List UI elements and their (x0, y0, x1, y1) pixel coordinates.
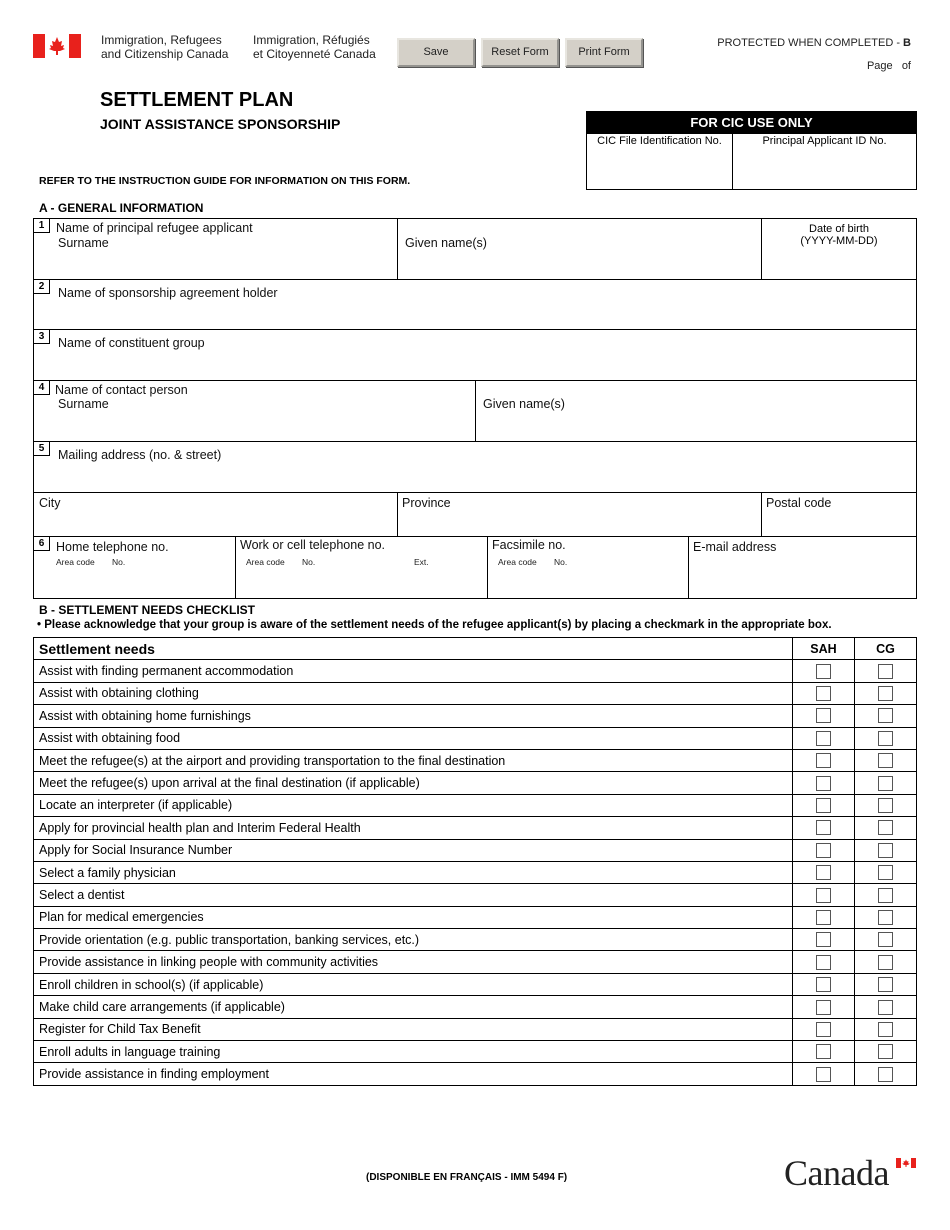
cg-cell (855, 839, 917, 861)
cg-checkbox[interactable] (878, 776, 893, 791)
cg-checkbox[interactable] (878, 1022, 893, 1037)
settlement-need-label: Register for Child Tax Benefit (34, 1018, 793, 1040)
sah-cell (793, 884, 855, 906)
sah-checkbox[interactable] (816, 708, 831, 723)
reset-form-button[interactable]: Reset Form (481, 38, 559, 67)
sah-cell (793, 1063, 855, 1085)
save-button[interactable]: Save (397, 38, 475, 67)
dob-format-label: (YYYY-MM-DD) (800, 235, 878, 247)
cg-cell (855, 861, 917, 883)
question-6-box (33, 536, 917, 599)
cg-cell (855, 817, 917, 839)
canada-flag-icon (33, 34, 81, 58)
cg-cell (855, 884, 917, 906)
cg-checkbox[interactable] (878, 910, 893, 925)
settlement-need-row (34, 1041, 917, 1063)
postal-code-label: Postal code (766, 496, 832, 510)
cg-checkbox[interactable] (878, 888, 893, 903)
settlement-need-row (34, 794, 917, 816)
principal-applicant-id-field[interactable] (733, 134, 916, 190)
date-of-birth-field[interactable] (762, 219, 916, 279)
cg-checkbox[interactable] (878, 708, 893, 723)
principal-surname-label: Surname (58, 236, 109, 250)
address-line-2 (33, 492, 917, 537)
settlement-need-label: Assist with obtaining food (34, 727, 793, 749)
settlement-need-row (34, 1063, 917, 1085)
sah-checkbox[interactable] (816, 1044, 831, 1059)
work-extension-label: Ext. (414, 557, 429, 567)
settlement-need-row (34, 861, 917, 883)
cg-checkbox[interactable] (878, 865, 893, 880)
cg-checkbox[interactable] (878, 731, 893, 746)
cg-checkbox[interactable] (878, 686, 893, 701)
sah-checkbox[interactable] (816, 910, 831, 925)
page-of-label: of (901, 60, 911, 72)
cg-cell (855, 951, 917, 973)
sponsorship-agreement-holder-field[interactable] (33, 279, 917, 330)
cg-checkbox[interactable] (878, 843, 893, 858)
cg-cell (855, 1018, 917, 1040)
sah-checkbox[interactable] (816, 798, 831, 813)
question-4-number: 4 (34, 381, 50, 395)
cg-cell (855, 1041, 917, 1063)
sah-cell (793, 861, 855, 883)
settlement-need-row (34, 884, 917, 906)
cg-cell (855, 973, 917, 995)
section-b-instruction: • Please acknowledge that your group is aware of the settlement needs of the refugee applicant(s) by placing a checkmark in the appropriate box. (37, 619, 832, 631)
principal-surname-field[interactable] (34, 219, 397, 279)
cg-checkbox[interactable] (878, 664, 893, 679)
cg-cell (855, 1063, 917, 1085)
sah-cell (793, 973, 855, 995)
city-field[interactable] (34, 493, 397, 536)
form-title: SETTLEMENT PLAN (100, 89, 294, 111)
sah-checkbox[interactable] (816, 776, 831, 791)
sah-cell (793, 682, 855, 704)
home-telephone-label: Home telephone no. (56, 540, 169, 554)
cic-use-box (586, 111, 917, 190)
settlement-need-row (34, 727, 917, 749)
settlement-need-label: Locate an interpreter (if applicable) (34, 794, 793, 816)
cg-header: CG (855, 638, 917, 660)
settlement-need-row (34, 973, 917, 995)
settlement-need-label: Apply for Social Insurance Number (34, 839, 793, 861)
sah-cell (793, 951, 855, 973)
settlement-need-label: Plan for medical emergencies (34, 906, 793, 928)
canada-wordmark-flag-icon (896, 1158, 916, 1168)
cg-cell (855, 705, 917, 727)
sah-cell (793, 929, 855, 951)
settlement-need-label: Meet the refugee(s) upon arrival at the final destination (if applicable) (34, 772, 793, 794)
page-counter (867, 60, 911, 72)
sah-checkbox[interactable] (816, 753, 831, 768)
fax-area-code-label: Area code (498, 557, 537, 567)
settlement-need-label: Provide assistance in finding employment (34, 1063, 793, 1085)
settlement-needs-table (33, 637, 917, 1086)
sah-checkbox[interactable] (816, 731, 831, 746)
sah-cell (793, 794, 855, 816)
agency-en-line1: Immigration, Refugees (101, 33, 222, 47)
principal-applicant-label: Name of principal refugee applicant (56, 221, 253, 235)
mailing-address-field[interactable] (33, 441, 917, 493)
settlement-need-label: Enroll adults in language training (34, 1041, 793, 1063)
settlement-need-label: Apply for provincial health plan and Interim Federal Health (34, 817, 793, 839)
cg-cell (855, 727, 917, 749)
settlement-need-label: Select a family physician (34, 861, 793, 883)
question-4-box (33, 380, 917, 442)
agency-name-en (101, 33, 228, 61)
cg-cell (855, 749, 917, 771)
sah-checkbox[interactable] (816, 686, 831, 701)
settlement-need-label: Select a dentist (34, 884, 793, 906)
protected-level: B (903, 37, 911, 49)
question-1-box (33, 218, 917, 280)
cic-file-id-field[interactable] (587, 134, 733, 190)
cg-cell (855, 682, 917, 704)
city-label: City (39, 496, 61, 510)
contact-given-name-field[interactable] (476, 381, 916, 441)
question-1-number: 1 (34, 219, 50, 233)
settlement-need-row (34, 951, 917, 973)
cg-cell (855, 772, 917, 794)
settlement-need-row (34, 682, 917, 704)
cg-checkbox[interactable] (878, 932, 893, 947)
settlement-need-row (34, 1018, 917, 1040)
work-area-code-label: Area code (246, 557, 285, 567)
contact-person-label: Name of contact person (55, 383, 188, 397)
settlement-need-row (34, 772, 917, 794)
settlement-need-row (34, 906, 917, 928)
settlement-need-row (34, 929, 917, 951)
settlement-need-row (34, 996, 917, 1018)
principal-given-name-label: Given name(s) (405, 236, 487, 250)
cg-cell (855, 996, 917, 1018)
mailing-address-label: Mailing address (no. & street) (58, 448, 222, 462)
province-field[interactable] (398, 493, 761, 536)
email-label: E-mail address (693, 540, 777, 554)
sah-checkbox[interactable] (816, 888, 831, 903)
cg-checkbox[interactable] (878, 1000, 893, 1015)
sah-cell (793, 705, 855, 727)
cg-checkbox[interactable] (878, 977, 893, 992)
canada-wordmark-text: Canada (784, 1153, 889, 1193)
table-header-row (34, 638, 917, 660)
home-area-code-label: Area code (56, 557, 95, 567)
settlement-need-label: Make child care arrangements (if applicable) (34, 996, 793, 1018)
agency-en-line2: and Citizenship Canada (101, 47, 229, 61)
principal-given-name-field[interactable] (398, 219, 761, 279)
sah-checkbox[interactable] (816, 1022, 831, 1037)
sah-checkbox[interactable] (816, 820, 831, 835)
settlement-needs-header: Settlement needs (34, 638, 793, 660)
cg-cell (855, 660, 917, 682)
settlement-need-label: Assist with obtaining clothing (34, 682, 793, 704)
settlement-need-row (34, 817, 917, 839)
settlement-need-row (34, 705, 917, 727)
settlement-need-label: Provide assistance in linking people with community activities (34, 951, 793, 973)
sah-checkbox[interactable] (816, 932, 831, 947)
agency-fr-line1: Immigration, Réfugiés (253, 33, 370, 47)
constituent-group-field[interactable] (33, 329, 917, 381)
contact-surname-label: Surname (58, 397, 109, 411)
cg-cell (855, 929, 917, 951)
sponsorship-agreement-holder-label: Name of sponsorship agreement holder (58, 286, 278, 300)
protected-notice (717, 37, 911, 49)
canada-wordmark (784, 1152, 918, 1194)
email-field[interactable] (689, 537, 916, 598)
french-availability-note: (DISPONIBLE EN FRANÇAIS - IMM 5494 F) (366, 1172, 568, 1183)
sah-checkbox[interactable] (816, 1067, 831, 1082)
sah-cell (793, 839, 855, 861)
sah-checkbox[interactable] (816, 843, 831, 858)
home-telephone-field[interactable] (34, 537, 235, 598)
instruction-reference: REFER TO THE INSTRUCTION GUIDE FOR INFORMATION ON THIS FORM. (39, 175, 411, 187)
settlement-need-label: Provide orientation (e.g. public transportation, banking services, etc.) (34, 929, 793, 951)
province-label: Province (402, 496, 451, 510)
sah-cell (793, 772, 855, 794)
cic-file-id-label: CIC File Identification No. (597, 135, 722, 147)
cg-checkbox[interactable] (878, 1044, 893, 1059)
postal-code-field[interactable] (762, 493, 916, 536)
cg-checkbox[interactable] (878, 798, 893, 813)
sah-cell (793, 817, 855, 839)
constituent-group-label: Name of constituent group (58, 336, 205, 350)
print-form-button[interactable]: Print Form (565, 38, 643, 67)
sah-checkbox[interactable] (816, 664, 831, 679)
sah-checkbox[interactable] (816, 1000, 831, 1015)
sah-cell (793, 996, 855, 1018)
protected-text: PROTECTED WHEN COMPLETED - (717, 37, 904, 49)
agency-name-fr (253, 33, 376, 61)
question-2-number: 2 (34, 280, 50, 294)
question-5-number: 5 (34, 442, 50, 456)
settlement-need-label: Enroll children in school(s) (if applicable) (34, 973, 793, 995)
principal-applicant-id-label: Principal Applicant ID No. (762, 135, 887, 147)
sah-cell (793, 1018, 855, 1040)
section-b-title: B - SETTLEMENT NEEDS CHECKLIST (39, 603, 256, 617)
facsimile-field[interactable] (488, 537, 688, 598)
sah-cell (793, 1041, 855, 1063)
cg-checkbox[interactable] (878, 955, 893, 970)
fax-number-label: No. (554, 557, 568, 567)
work-number-label: No. (302, 557, 316, 567)
sah-header: SAH (793, 638, 855, 660)
contact-surname-field[interactable] (34, 381, 475, 441)
cg-checkbox[interactable] (878, 820, 893, 835)
dob-label: Date of birth (809, 223, 869, 235)
settlement-need-label: Assist with obtaining home furnishings (34, 705, 793, 727)
sah-cell (793, 727, 855, 749)
agency-fr-line2: et Citoyenneté Canada (253, 47, 376, 61)
work-telephone-label: Work or cell telephone no. (240, 538, 385, 552)
cg-cell (855, 906, 917, 928)
cg-checkbox[interactable] (878, 1067, 893, 1082)
sah-cell (793, 660, 855, 682)
settlement-need-row (34, 660, 917, 682)
sah-checkbox[interactable] (816, 865, 831, 880)
work-telephone-field[interactable] (236, 537, 487, 598)
cic-use-heading: FOR CIC USE ONLY (587, 112, 916, 134)
settlement-need-label: Meet the refugee(s) at the airport and providing transportation to the final destination (34, 749, 793, 771)
question-3-number: 3 (34, 330, 50, 344)
sah-checkbox[interactable] (816, 955, 831, 970)
section-a-title: A - GENERAL INFORMATION (39, 201, 204, 215)
cg-cell (855, 794, 917, 816)
cg-checkbox[interactable] (878, 753, 893, 768)
contact-given-name-label: Given name(s) (483, 397, 565, 411)
question-6-number: 6 (34, 537, 50, 551)
sah-cell (793, 749, 855, 771)
settlement-need-label: Assist with finding permanent accommodation (34, 660, 793, 682)
settlement-need-row (34, 749, 917, 771)
settlement-needs-body (34, 660, 917, 1085)
page-label: Page (866, 60, 893, 72)
facsimile-label: Facsimile no. (492, 538, 566, 552)
settlement-need-row (34, 839, 917, 861)
sah-cell (793, 906, 855, 928)
sah-checkbox[interactable] (816, 977, 831, 992)
form-subtitle: JOINT ASSISTANCE SPONSORSHIP (100, 116, 341, 132)
home-number-label: No. (112, 557, 126, 567)
